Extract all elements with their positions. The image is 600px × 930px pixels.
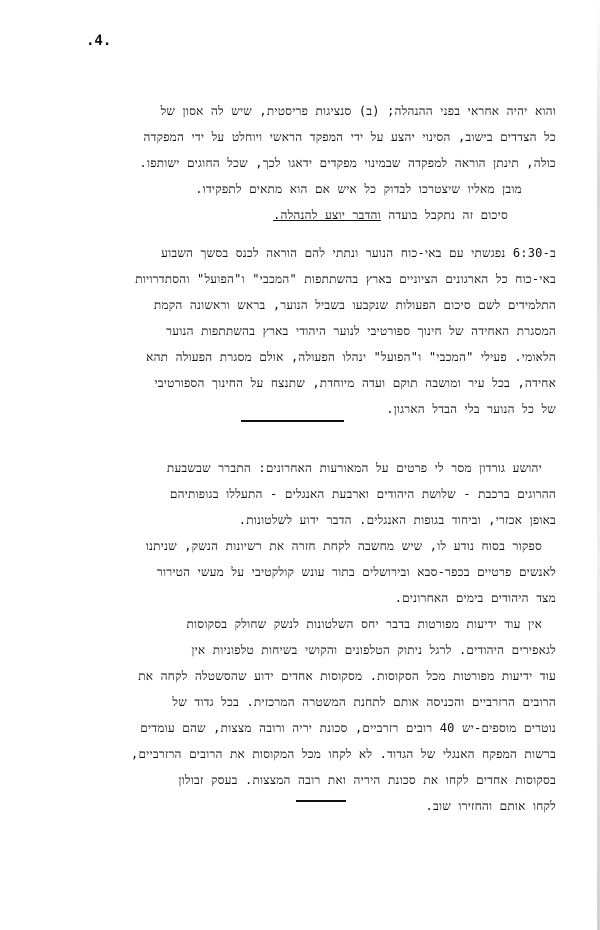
text-line: נוטרים מוספים-יש 40 רובים רזרביים, סכונת יריה ורובה מצצות, שהם עומדים xyxy=(140,721,556,735)
text-line: ברשות המפקח האנגלי של הגדוד. לא לקחו מכל המקוסות את הרובים הרזרביים, xyxy=(131,747,556,761)
summary-text: סיכום זה נתקבל בועדה xyxy=(380,208,508,222)
text-line: מצד היהודים בימים האחרונים. xyxy=(394,591,556,605)
text-line: מובן מאליו שיצטרכו לבדוק כל איש אם הוא מתאים לתפקידו. xyxy=(195,182,522,196)
text-line: התלמידים לשם סיכום הפעולות שנקבעו בשביל הנוער, בראש וראשונה הקמת xyxy=(153,298,556,312)
text-line: של כל הנוער בלי הבדל הארגון. xyxy=(386,402,556,416)
text-line: המסגרת האחידה של חינוך ספורטיבי לנוער היהודי בארץ בהשתתפות הנוער xyxy=(166,324,556,338)
section-divider xyxy=(241,420,344,422)
text-line: באופן אכזרי, וביחוד בגופות האנגלים. הדבר ידוע לשלטונות. xyxy=(238,513,556,527)
text-line: יהושע גורדון מסר לי פרטים על המאורעות האחרונים: התברר שבשבעת xyxy=(166,461,542,475)
section-3 xyxy=(28,455,556,819)
section-2 xyxy=(28,240,556,422)
text-line: כל הצדדים בישוב, הסינוי יהצע על ידי המפקד הראשי ויוחלט על ידי המפקדה xyxy=(143,130,556,144)
text-line: אין עוד ידיעות מפורטות בדבר יחס השלטונות לנשק שחולק בסקוסות xyxy=(186,617,542,631)
summary-underlined-text: והדבר יוצע להנהלה. xyxy=(273,208,381,222)
text-line: ב-6:30 נפגשתי עם באי-כוח הנוער ונתתי להם הוראה לכנס בסשך השבוע xyxy=(161,246,556,260)
page-number: .4. xyxy=(86,33,112,49)
text-line: בסקוסות אחדים לקחו את סכונת היריה ואת רובה המצצות. בעסק זבולון xyxy=(178,773,556,787)
end-divider xyxy=(296,800,346,802)
text-line: והוא יהיה אחראי בפני ההנהלה; (ב) סנציגות פריסטית, שיש לה אסון של xyxy=(160,104,556,118)
text-line: לאנשים פרטיים בכפר-סבא ובירושלים בתור עונש קולקטיבי על מעשי הטירור xyxy=(156,565,556,579)
text-line: כולה, תינתן הוראה למפקדה שבמינוי מפקדים ידאגו לכך, שכל החוגים ישותפו. xyxy=(139,156,556,170)
text-line: ספקור בסוח נודע לו, שיש מחשבה לקחת חזרה את רשיונות הנשק, שניתנו xyxy=(145,539,542,553)
summary-line xyxy=(28,202,556,228)
text-line: לגאפירים היהודים. לרגל ניתוק הטלפונים והקושי בשיחות טלפוניות אין xyxy=(191,643,556,657)
text-line: באי-כוח כל הארגונים הציוניים בארץ בהשתתפות "המכבי" ו"הפועל" והסתדרויות xyxy=(135,272,556,286)
text-line: הלאומי. פעילי "המכבי" ו"הפועל" ינהלו הפעולה, אולם מסגרת הפעולה תהא xyxy=(146,350,556,364)
text-line: ההרוגים ברכבת - שלושת היהודים וארבעת האנגלים - התעללו בגופותיהם xyxy=(169,487,556,501)
text-line: עוד ידיעות מפורטות מכל הסקוסות. מסקוסות אחדים ידוע שהסשטלה לקחה את xyxy=(138,669,556,683)
text-line: הרובים הרזרביים והכניסה אותם לתחנת המשטרה המרכזית. בכל גדוד של xyxy=(172,695,556,709)
section-1 xyxy=(28,98,556,228)
text-line: לקחו אותם והחזירו שוב. xyxy=(425,799,556,813)
text-line: אחידה, בכל עיר ומושבה תוקם ועדה מיוחדת, שתנצח על החינוך הספורטיבי xyxy=(154,376,556,390)
